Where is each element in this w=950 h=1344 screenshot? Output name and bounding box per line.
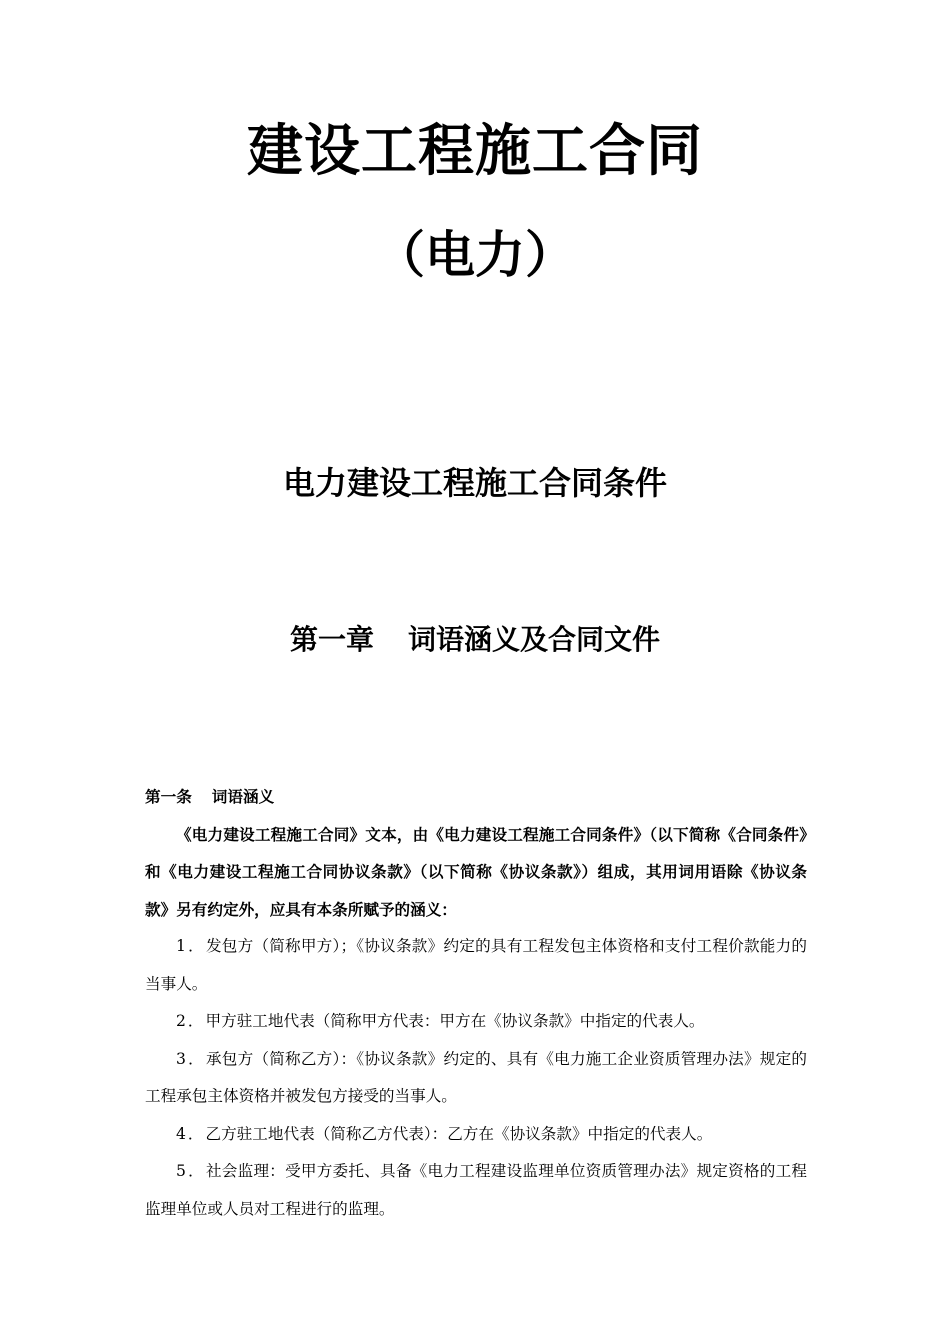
contract-subtitle: （电力） <box>375 225 575 284</box>
article-heading <box>145 778 807 816</box>
chapter-heading <box>0 620 950 660</box>
article-number: 第一条 <box>145 787 192 806</box>
chapter-name: 词语涵义及合同文件 <box>408 623 661 656</box>
item-number: 5． <box>176 1162 206 1180</box>
item-text: 甲方驻工地代表（简称甲方代表：甲方在《协议条款》中指定的代表人。 <box>205 1012 705 1030</box>
contract-body <box>145 778 807 1228</box>
contract-title: 建设工程施工合同 <box>247 118 703 184</box>
chapter-number: 第一章 <box>289 623 374 656</box>
item-number: 2． <box>176 1012 206 1030</box>
item-number: 3． <box>176 1049 206 1068</box>
item-number: 1． <box>176 937 206 955</box>
item-number: 4． <box>176 1124 206 1143</box>
definition-item <box>145 1003 807 1041</box>
definition-item <box>145 1153 807 1228</box>
definition-item <box>145 928 807 1003</box>
item-text: 承包方（简称乙方）：《协议条款》约定的、具有《电力施工企业资质管理办法》规定的工程承包主体资格并被发包方接受的当事人。 <box>145 1049 808 1105</box>
item-text: 乙方驻工地代表（简称乙方代表）：乙方在《协议条款》中指定的代表人。 <box>205 1124 713 1143</box>
article-name: 词语涵义 <box>211 787 275 806</box>
conditions-heading: 电力建设工程施工合同条件 <box>282 464 667 502</box>
definition-item <box>145 1041 807 1116</box>
intro-paragraph: 《电力建设工程施工合同》文本，由《电力建设工程施工合同条件》（以下简称《合同条件》和《电力建设工程施工合同协议条款》（以下简称《协议条款》）组成，其用词用语除《协议条款》另有约定外，应具有本条所赋予的涵义： <box>145 824 807 919</box>
item-text: 社会监理：受甲方委托、具备《电力工程建设监理单位资质管理办法》规定资格的工程监理单位或人员对工程进行的监理。 <box>145 1162 807 1218</box>
definition-item <box>145 1116 807 1154</box>
item-text: 发包方（简称甲方）；《协议条款》约定的具有工程发包主体资格和支付工程价款能力的当事人。 <box>145 937 808 993</box>
